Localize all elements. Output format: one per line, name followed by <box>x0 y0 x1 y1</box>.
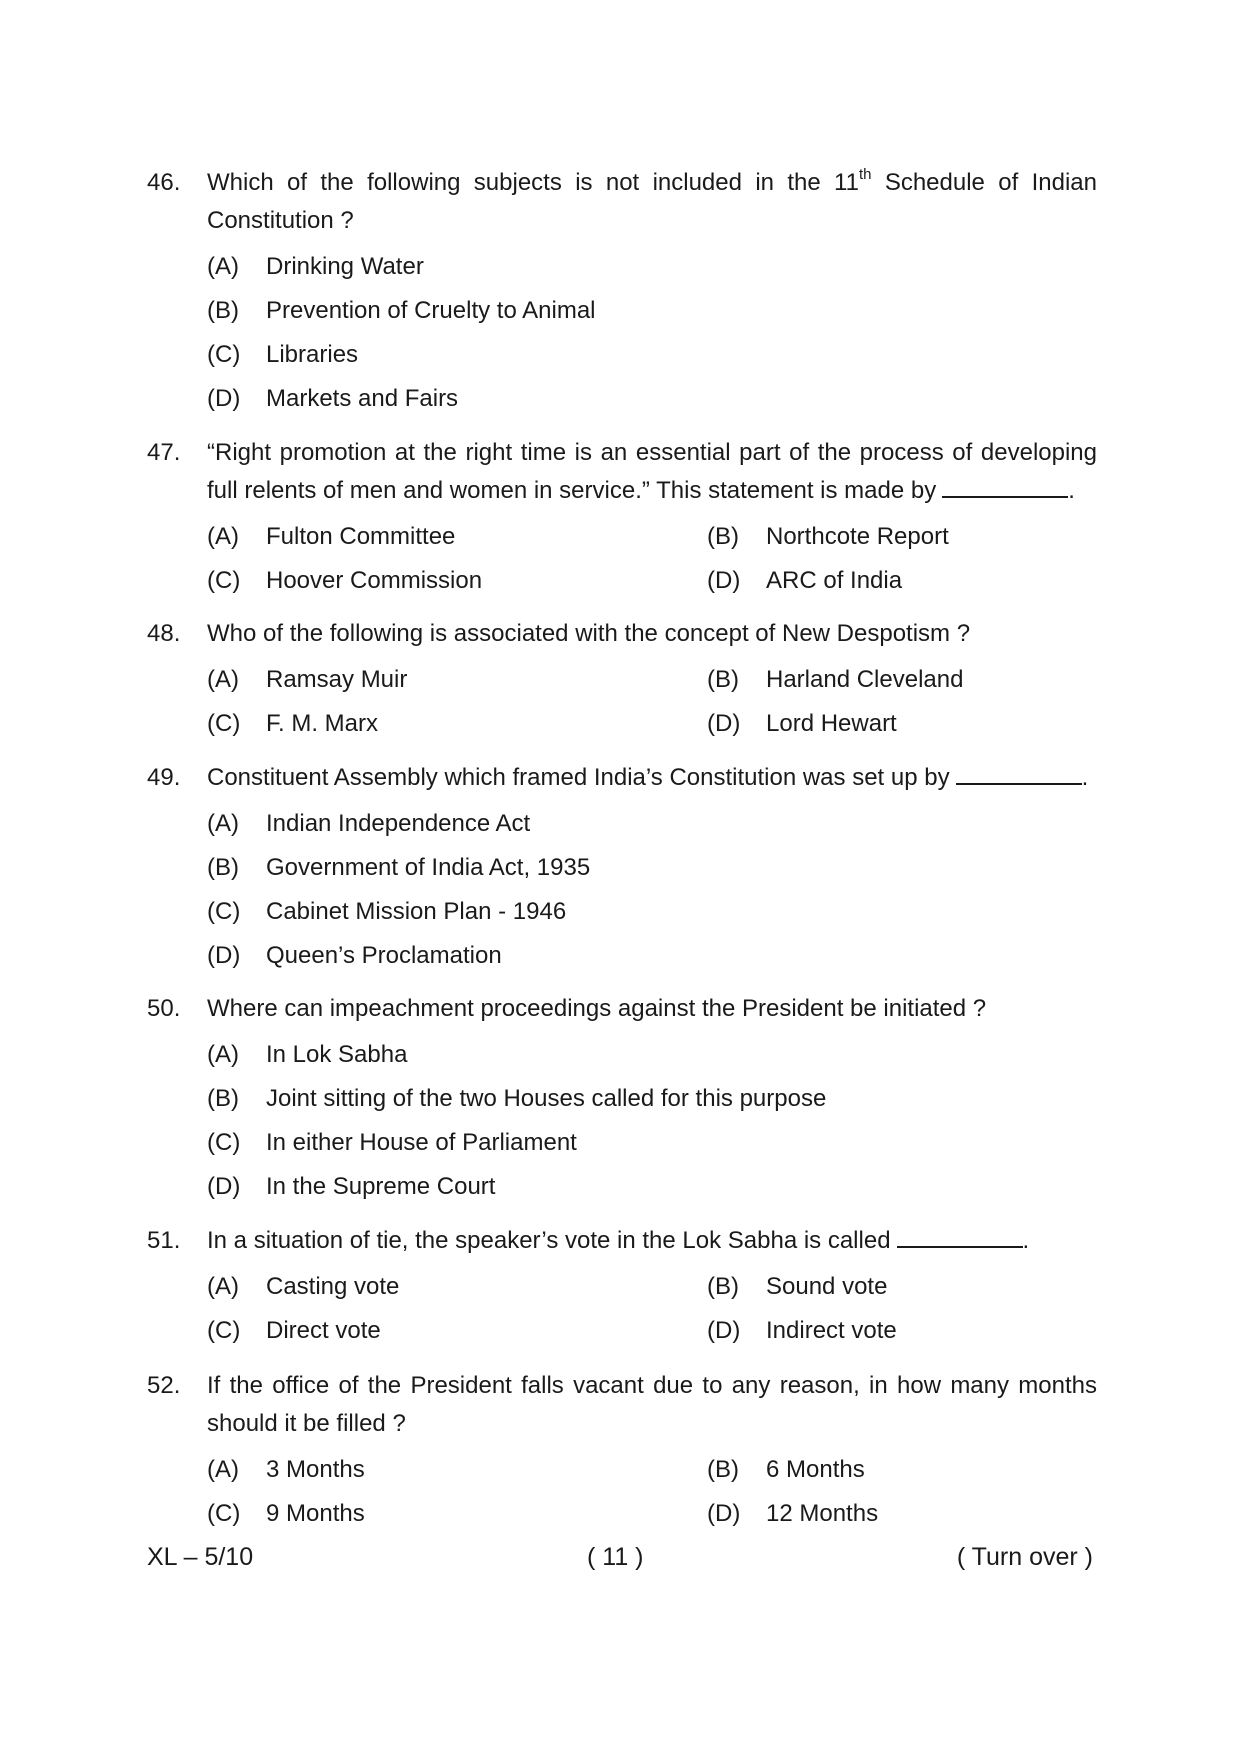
option-label: (B) <box>707 523 739 550</box>
option-c <box>207 559 707 603</box>
option-text: Lord Hewart <box>766 710 897 737</box>
option-label: (C) <box>207 567 241 594</box>
option-label: (D) <box>207 385 241 412</box>
question-text: Which of the following subjects is not included in the 11th Schedule of Indian Constitution ? <box>207 166 1097 234</box>
option-text: Indirect vote <box>766 1317 897 1344</box>
question-49 <box>147 759 1097 978</box>
question-47 <box>147 434 1097 603</box>
answer-blank <box>897 1224 1023 1248</box>
options-grid <box>207 515 1097 603</box>
option-text: In Lok Sabha <box>266 1041 408 1068</box>
option-text: Joint sitting of the two Houses called for this purpose <box>266 1085 827 1112</box>
option-b <box>707 1265 1107 1309</box>
option-text: 6 Months <box>766 1456 865 1483</box>
option-label: (B) <box>707 1456 739 1483</box>
option-a <box>207 1265 707 1309</box>
options-list <box>207 802 1097 978</box>
options-list <box>207 245 1097 421</box>
question-text: In a situation of tie, the speaker’s vote in the Lok Sabha is called . <box>207 1222 1097 1260</box>
question-number: 50. <box>147 995 181 1022</box>
option-d <box>707 1492 1107 1536</box>
option-label: (C) <box>207 1129 241 1156</box>
option-text: Drinking Water <box>266 253 424 280</box>
turn-over-note: ( Turn over ) <box>956 1543 1093 1571</box>
question-text: Where can impeachment proceedings against the President be initiated ? <box>207 995 987 1022</box>
question-text: Constituent Assembly which framed India’s Constitution was set up by . <box>207 759 1097 797</box>
option-b <box>707 658 1107 702</box>
question-number: 49. <box>147 764 181 791</box>
option-text: Harland Cleveland <box>766 666 964 693</box>
option-text: Indian Independence Act <box>266 810 531 837</box>
option-label: (A) <box>207 523 239 550</box>
option-a <box>207 1033 1097 1077</box>
option-label: (A) <box>207 253 239 280</box>
option-text: ARC of India <box>766 567 903 594</box>
option-a <box>207 245 1097 289</box>
option-text: Markets and Fairs <box>266 385 459 412</box>
option-b <box>207 1077 1097 1121</box>
option-label: (D) <box>707 710 741 737</box>
option-text: In the Supreme Court <box>266 1173 496 1200</box>
question-text: If the office of the President falls vacant due to any reason, in how many months should it be filled ? <box>207 1372 1097 1437</box>
option-text: In either House of Parliament <box>266 1129 577 1156</box>
superscript: th <box>858 166 872 183</box>
option-label: (A) <box>207 810 239 837</box>
option-b <box>707 515 1107 559</box>
option-label: (D) <box>707 567 741 594</box>
option-d <box>207 934 1097 978</box>
option-label: (B) <box>207 1085 239 1112</box>
page-number: ( 11 ) <box>587 1543 644 1571</box>
option-label: (D) <box>207 942 241 969</box>
option-label: (C) <box>207 710 241 737</box>
option-d <box>707 559 1107 603</box>
option-b <box>707 1448 1107 1492</box>
option-text: Fulton Committee <box>266 523 456 550</box>
option-text: Prevention of Cruelty to Animal <box>266 297 596 324</box>
option-label: (C) <box>207 341 241 368</box>
option-label: (B) <box>707 666 739 693</box>
question-46 <box>147 164 1097 421</box>
option-c <box>207 1492 707 1536</box>
options-list <box>207 1033 1097 1209</box>
option-text: Queen’s Proclamation <box>266 942 502 969</box>
question-text: “Right promotion at the right time is an essential part of the process of developing full relents of men and women in service.” This statement is made by . <box>207 439 1097 504</box>
question-number: 48. <box>147 620 181 647</box>
option-text: 9 Months <box>266 1500 365 1527</box>
option-text: Northcote Report <box>766 523 949 550</box>
option-c <box>207 333 1097 377</box>
option-d <box>207 1165 1097 1209</box>
option-text: Government of India Act, 1935 <box>266 854 591 881</box>
option-text: Casting vote <box>266 1273 400 1300</box>
option-label: (B) <box>207 854 239 881</box>
option-c <box>207 890 1097 934</box>
options-grid <box>207 1265 1097 1353</box>
option-label: (D) <box>707 1500 741 1527</box>
question-number: 52. <box>147 1372 181 1399</box>
option-text: Direct vote <box>266 1317 381 1344</box>
question-50 <box>147 990 1097 1209</box>
option-d <box>707 702 1107 746</box>
option-c <box>207 1309 707 1353</box>
option-text: 3 Months <box>266 1456 365 1483</box>
option-label: (D) <box>207 1173 241 1200</box>
option-label: (D) <box>707 1317 741 1344</box>
option-label: (A) <box>207 1456 239 1483</box>
option-text: Ramsay Muir <box>266 666 408 693</box>
question-51 <box>147 1222 1097 1353</box>
option-a <box>207 658 707 702</box>
options-grid <box>207 658 1097 746</box>
option-label: (A) <box>207 1041 239 1068</box>
option-label: (B) <box>207 297 239 324</box>
question-48 <box>147 615 1097 746</box>
option-text: F. M. Marx <box>266 710 378 737</box>
option-label: (A) <box>207 1273 239 1300</box>
paper-code: XL – 5/10 <box>147 1543 254 1571</box>
option-text: 12 Months <box>766 1500 879 1527</box>
page-footer <box>147 1543 1097 1583</box>
option-a <box>207 1448 707 1492</box>
question-number: 46. <box>147 169 181 196</box>
option-text: Hoover Commission <box>266 567 483 594</box>
answer-blank <box>956 761 1082 785</box>
option-a <box>207 802 1097 846</box>
question-text: Who of the following is associated with the concept of New Despotism ? <box>207 620 971 647</box>
options-grid <box>207 1448 1097 1536</box>
option-text: Sound vote <box>766 1273 888 1300</box>
option-label: (A) <box>207 666 239 693</box>
option-c <box>207 702 707 746</box>
question-number: 51. <box>147 1227 181 1254</box>
option-c <box>207 1121 1097 1165</box>
option-label: (C) <box>207 1317 241 1344</box>
option-text: Libraries <box>266 341 359 368</box>
option-b <box>207 289 1097 333</box>
question-number: 47. <box>147 439 181 466</box>
option-text: Cabinet Mission Plan - 1946 <box>266 898 567 925</box>
question-52 <box>147 1367 1097 1536</box>
answer-blank <box>942 474 1068 498</box>
option-b <box>207 846 1097 890</box>
option-label: (C) <box>207 898 241 925</box>
option-label: (B) <box>707 1273 739 1300</box>
option-label: (C) <box>207 1500 241 1527</box>
option-a <box>207 515 707 559</box>
option-d <box>707 1309 1107 1353</box>
option-d <box>207 377 1097 421</box>
